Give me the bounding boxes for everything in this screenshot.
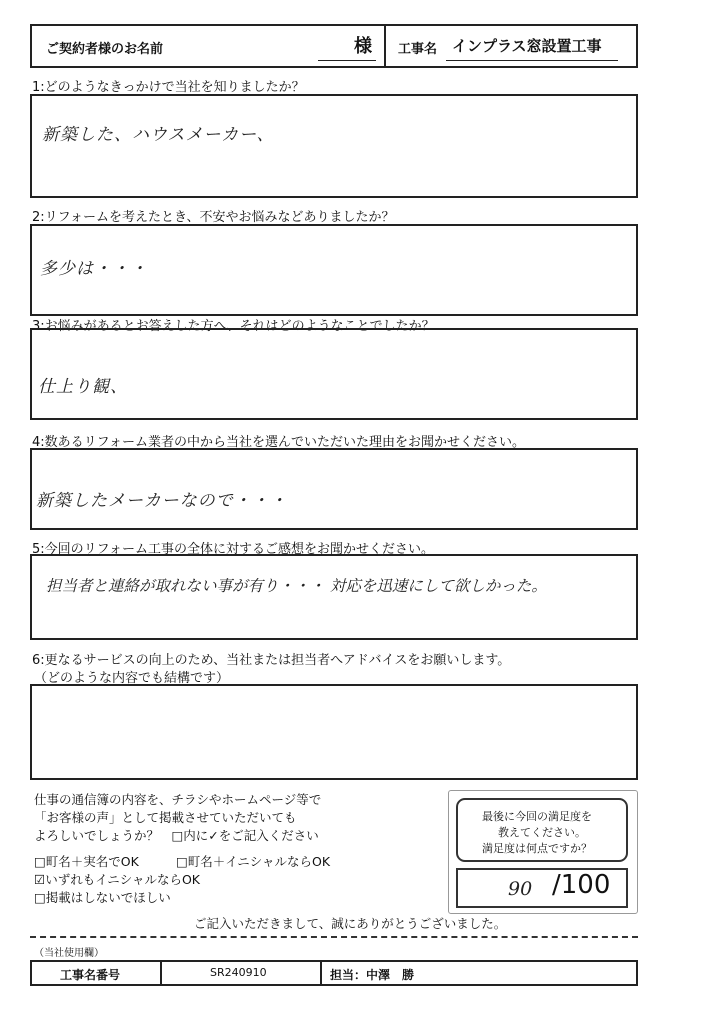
- project-number-label: 工事名番号: [60, 968, 121, 982]
- satisfaction-prompt-line-3: 満足度は何点ですか？: [482, 842, 592, 855]
- satisfaction-max: /100: [552, 870, 611, 900]
- question-5-answer: 担当者と連絡が取れない事が有り・・・ 対応を迅速にして欲しかった。: [46, 577, 547, 595]
- office-cell-divider-2: [320, 960, 322, 986]
- question-2-label: 2:リフォームを考えたとき、不安やお悩みなどありましたか？: [32, 210, 395, 225]
- thanks-message: ご記入いただきまして、誠にありがとうございました。: [194, 916, 507, 931]
- project-name-label: 工事名: [398, 42, 438, 57]
- consent-option-real-name[interactable]: □町名＋実名でOK: [34, 854, 139, 869]
- project-number-value: SR240910: [210, 966, 267, 979]
- cut-line: [30, 936, 638, 938]
- office-use-label: （当社使用欄）: [34, 948, 104, 959]
- consent-option-initials-checked[interactable]: ☑いずれもイニシャルならOK: [34, 872, 200, 887]
- office-cell-divider-1: [160, 960, 162, 986]
- question-6-sublabel: （どのような内容でも結構です）: [34, 671, 230, 686]
- consent-option-town-initials[interactable]: □町名＋イニシャルならOK: [176, 854, 331, 869]
- project-name-underline: [446, 60, 618, 61]
- customer-name-label: ご契約者様のお名前: [46, 42, 164, 57]
- consent-text-line-3: よろしいでしょうか？ □内に✓をご記入ください: [34, 828, 319, 843]
- satisfaction-score: 90: [508, 878, 533, 900]
- satisfaction-prompt-line-1: 最後に今回の満足度を: [482, 810, 592, 823]
- question-1-answer: 新築した、ハウスメーカー、: [42, 125, 275, 145]
- question-3-answer: 仕上り観、: [38, 377, 128, 397]
- question-5-answer-box: [30, 554, 638, 640]
- honorific: 様: [354, 36, 372, 57]
- header-divider: [384, 24, 386, 68]
- customer-name-underline: [318, 60, 376, 61]
- question-1-label: 1:どのようなきっかけで当社を知りましたか？: [32, 80, 305, 95]
- consent-option-no-publish[interactable]: □掲載はしないでほしい: [34, 890, 171, 905]
- question-3-label: 3:お悩みがあるとお答えした方へ、それはどのようなことでしたか？: [32, 319, 435, 334]
- question-4-answer: 新築したメーカーなので・・・: [36, 491, 288, 511]
- consent-text-line-2: 「お客様の声」として掲載させていただいても: [34, 810, 297, 825]
- question-6-label: 6:更なるサービスの向上のため、当社または担当者へアドバイスをお願いします。: [32, 653, 511, 668]
- question-6-answer-box: [30, 684, 638, 780]
- question-1-answer-box: [30, 94, 638, 198]
- satisfaction-prompt-line-2: 教えてください。: [498, 826, 586, 839]
- project-name: インプラス窓設置工事: [452, 37, 602, 55]
- question-2-answer: 多少は・・・: [40, 259, 148, 279]
- consent-text-line-1: 仕事の通信簿の内容を、チラシやホームページ等で: [34, 792, 322, 807]
- question-5-label: 5:今回のリフォーム工事の全体に対するご感想をお聞かせください。: [32, 542, 435, 557]
- staff-name: 担当：中澤 勝: [330, 968, 415, 982]
- question-4-label: 4:数あるリフォーム業者の中から当社を選んでいただいた理由をお聞かせください。: [32, 435, 526, 450]
